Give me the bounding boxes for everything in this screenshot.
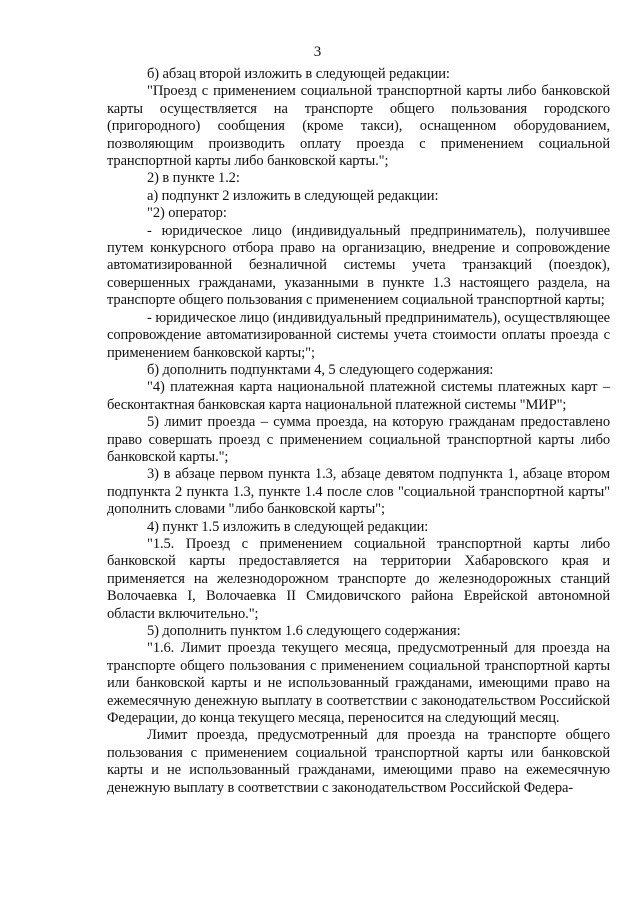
paragraph: "1.5. Проезд с применением социальной транспортной карты либо банковской карты предоставляется на территории Хабаровского края и применяется на железнодорожном транспорте до железнодорожных станций Волочаевка I, Волочаевка II Смидовичского района Еврейской автономной области включительно."; — [107, 535, 610, 622]
paragraph: - юридическое лицо (индивидуальный предприниматель), осуществляющее сопровождение автоматизированной системы учета стоимости оплаты проезда с применением банковской карты;"; — [107, 309, 610, 361]
paragraph: "1.6. Лимит проезда текущего месяца, предусмотренный для проезда на транспорте общего пользования с применением социальной транспортной карты или банковской карты и не использованный гражданами, имеющими право на ежемесячную денежную выплату в соответствии с законодательством Российской Федерации, до конца текущего месяца, переносится на следующий месяц. — [107, 640, 610, 727]
paragraph: а) подпункт 2 изложить в следующей редакции: — [147, 187, 439, 204]
paragraph: 5) дополнить пунктом 1.6 следующего содержания: — [147, 623, 461, 639]
paragraph: б) дополнить подпунктами 4, 5 следующего содержания: — [147, 361, 494, 378]
paragraph: 3) в абзаце первом пункта 1.3, абзаце девятом подпункта 1, абзаце втором подпункта 2 пункта 1.3, пункте 1.4 после слов "социальной транспортной карты" дополнить словами "либо банковской карты"; — [107, 466, 610, 518]
paragraph: "2) оператор: — [147, 205, 227, 222]
document-body — [107, 66, 610, 797]
paragraph: б) абзац второй изложить в следующей редакции: — [147, 66, 450, 82]
paragraph: Лимит проезда, предусмотренный для проезда на транспорте общего пользования с применением социальной транспортной карты или банковской карты и не использованный гражданами, имеющими право на ежемесячную денежную выплату в соответствии с законодательством Российской Федера- — [107, 727, 610, 796]
paragraph: "Проезд с применением социальной транспортной карты либо банковской карты осуществляется на транспорте общего пользования городского (пригородного) сообщения (кроме такси), оснащенном оборудованием, позволяющим производить оплату проезда с применением социальной транспортной карты либо банковской карты."; — [107, 83, 610, 170]
paragraph: 5) лимит проезда – сумма проезда, на которую гражданам предоставлено право совершать проезд с применением социальной транспортной карты либо банковской карты."; — [107, 414, 610, 465]
paragraph: "4) платежная карта национальной платежной системы платежных карт – бесконтактная банковская карта национальной платежной системы "МИР"; — [107, 379, 610, 413]
paragraph: 2) в пункте 1.2: — [147, 170, 240, 187]
page-number: 3 — [313, 44, 322, 60]
paragraph: 4) пункт 1.5 изложить в следующей редакции: — [147, 518, 429, 535]
paragraph: - юридическое лицо (индивидуальный предприниматель), получившее путем конкурсного отбора право на организацию, внедрение и сопровождение автоматизированной безналичной системы учета транзакций (поездок), совершенных гражданами, указанными в пункте 1.3 настоящего раздела, на транспорте общего пользования с применением социальной транспортной карты; — [107, 222, 610, 309]
